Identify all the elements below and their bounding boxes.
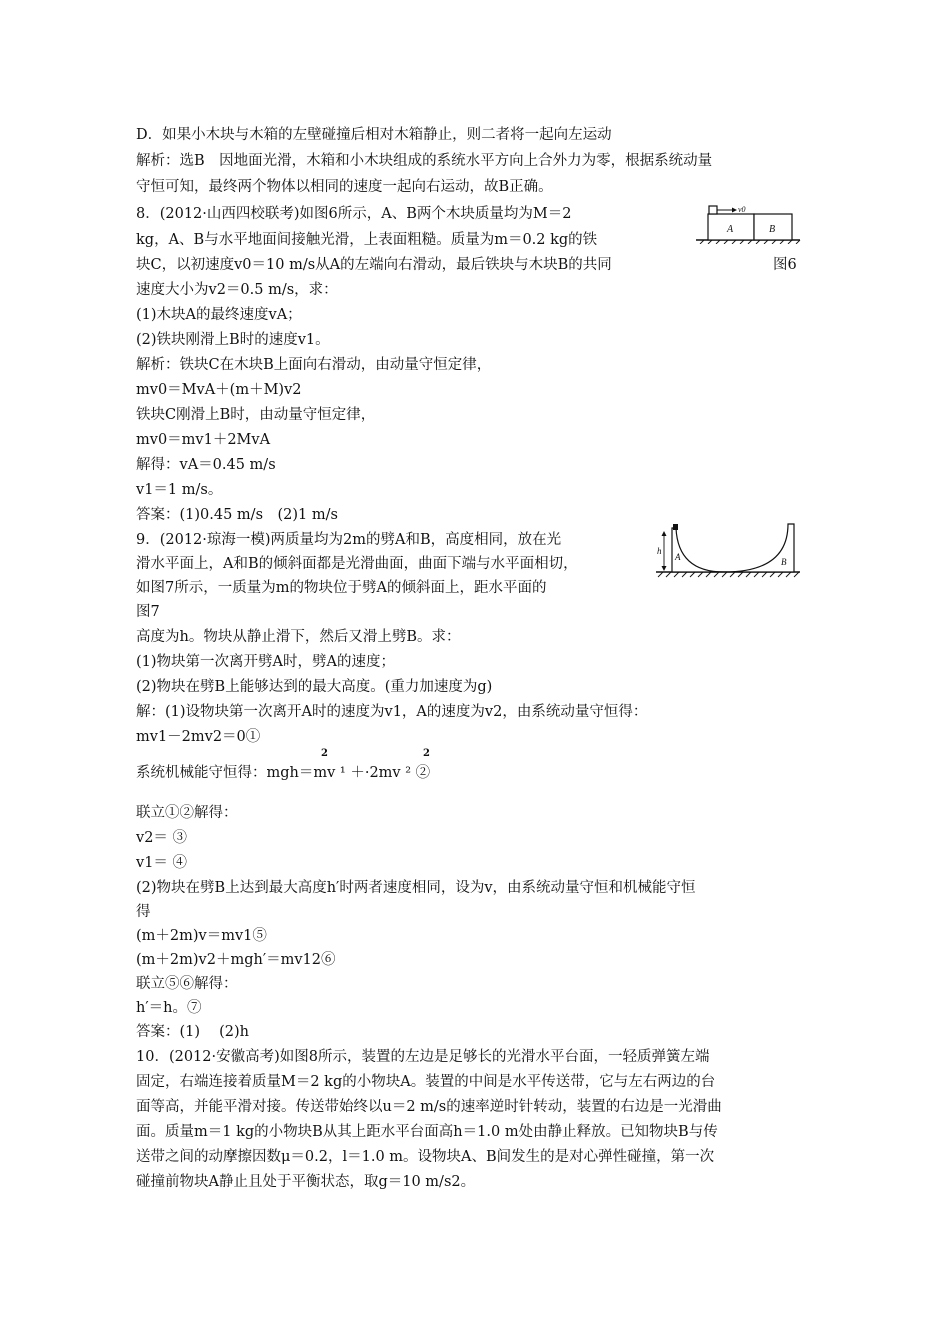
figure-7-label-b: B: [781, 557, 787, 567]
text-line: 碰撞前物块A静止且处于平衡状态，取g＝10 m/s2。: [136, 1174, 476, 1190]
equation-line: 系统机械能守恒得：mgh＝mv ¹ ＋·2mv ² ②: [136, 765, 431, 781]
equation-line: mv0＝MvA＋(m＋M)v2: [136, 382, 302, 398]
text-line: 解析：铁块C在木块B上面向右滑动，由动量守恒定律，: [136, 357, 492, 373]
figure-7-label-a: A: [675, 552, 681, 562]
figure-caption: 图7: [136, 604, 160, 620]
equation-line: v1＝1 m/s。: [136, 482, 223, 498]
text-line: 解析：选B 因地面光滑，木箱和小木块组成的系统水平方向上合外力为零，根据系统动量: [136, 153, 713, 169]
text-line: 得: [136, 904, 151, 920]
text-line: 滑水平面上，A和B的倾斜面都是光滑曲面，曲面下端与水平面相切，: [136, 556, 578, 572]
figure-6-caption: 图6: [773, 257, 797, 273]
text-line: 10．(2012·安徽高考)如图8所示，装置的左边是足够长的光滑水平台面，一轻质弹簧左端: [136, 1049, 710, 1065]
text-line: 守恒可知，最终两个物体以相同的速度一起向右运动，故B正确。: [136, 179, 553, 195]
figure-7-h-label: h: [657, 546, 662, 556]
text-line: 块C，以初速度v0＝10 m/s从A的左端向右滑动，最后铁块与木块B的共同: [136, 257, 612, 273]
equation-line: v2＝ ③: [136, 830, 188, 846]
text-line: 高度为h。物块从静止滑下，然后又滑上劈B。求：: [136, 629, 461, 645]
text-line: 铁块C刚滑上B时，由动量守恒定律，: [136, 407, 376, 423]
equation-line: (m＋2m)v2＋mgh′＝mv12⑥: [136, 952, 336, 968]
text-line: (1)物块第一次离开劈A时，劈A的速度；: [136, 654, 395, 670]
text-line: kg，A、B与水平地面间接触光滑，上表面粗糙。质量为m＝0.2 kg的铁: [136, 232, 598, 248]
text-line: 面。质量m＝1 kg的小物块B从其上距水平台面高h＝1.0 m处由静止释放。已知物块B与传: [136, 1124, 718, 1140]
text-line: (2)铁块刚滑上B时的速度v1。: [136, 332, 330, 348]
figure-6-diagram: [694, 196, 804, 244]
text-line: 9．(2012·琼海一模)两质量均为2m的劈A和B，高度相同，放在光: [136, 532, 562, 548]
text-line: 速度大小为v2＝0.5 m/s，求：: [136, 282, 338, 298]
text-line: D．如果小木块与木箱的左壁碰撞后相对木箱静止，则二者将一起向左运动: [136, 127, 612, 143]
equation-line: v1＝ ④: [136, 855, 188, 871]
answer-line: 答案：(1) (2)h: [136, 1024, 250, 1040]
text-line: 解：(1)设物块第一次离开A时的速度为v1，A的速度为v2，由系统动量守恒得：: [136, 704, 648, 720]
equation-line: mv1－2mv2＝0①: [136, 729, 261, 745]
figure-6-label-b: B: [769, 224, 776, 235]
text-line: (2)物块在劈B上能够达到的最大高度。(重力加速度为g): [136, 679, 493, 695]
superscript: 2: [321, 748, 328, 759]
text-line: (2)物块在劈B上达到最大高度h′时两者速度相同，设为v，由系统动量守恒和机械能守恒: [136, 880, 696, 896]
text-line: 联立①②解得：: [136, 805, 238, 821]
text-line: 8．(2012·山西四校联考)如图6所示，A、B两个木块质量均为M＝2: [136, 206, 572, 222]
equation-line: 解得：vA＝0.45 m/s: [136, 457, 276, 473]
equation-line: (m＋2m)v＝mv1⑤: [136, 928, 267, 944]
figure-6-v0-label: v0: [738, 205, 746, 214]
figure-6-label-a: A: [727, 224, 734, 235]
text-line: 联立⑤⑥解得：: [136, 976, 238, 992]
text-line: 面等高，并能平滑对接。传送带始终以u＝2 m/s的速率逆时针转动，装置的右边是一光滑曲: [136, 1099, 722, 1115]
text-line: 送带之间的动摩擦因数μ＝0.2，l＝1.0 m。设物块A、B间发生的是对心弹性碰撞，第一次: [136, 1149, 715, 1165]
text-line: 如图7所示，一质量为m的物块位于劈A的倾斜面上，距水平面的: [136, 580, 547, 596]
figure-7-diagram: [654, 520, 802, 578]
answer-line: 答案：(1)0.45 m/s (2)1 m/s: [136, 507, 338, 523]
equation-line: mv0＝mv1＋2MvA: [136, 432, 271, 448]
text-line: (1)木块A的最终速度vA；: [136, 307, 302, 323]
equation-line: h′＝h。⑦: [136, 1000, 202, 1016]
text-line: 固定，右端连接着质量M＝2 kg的小物块A。装置的中间是水平传送带，它与左右两边的台: [136, 1074, 716, 1090]
superscript: 2: [423, 748, 430, 759]
